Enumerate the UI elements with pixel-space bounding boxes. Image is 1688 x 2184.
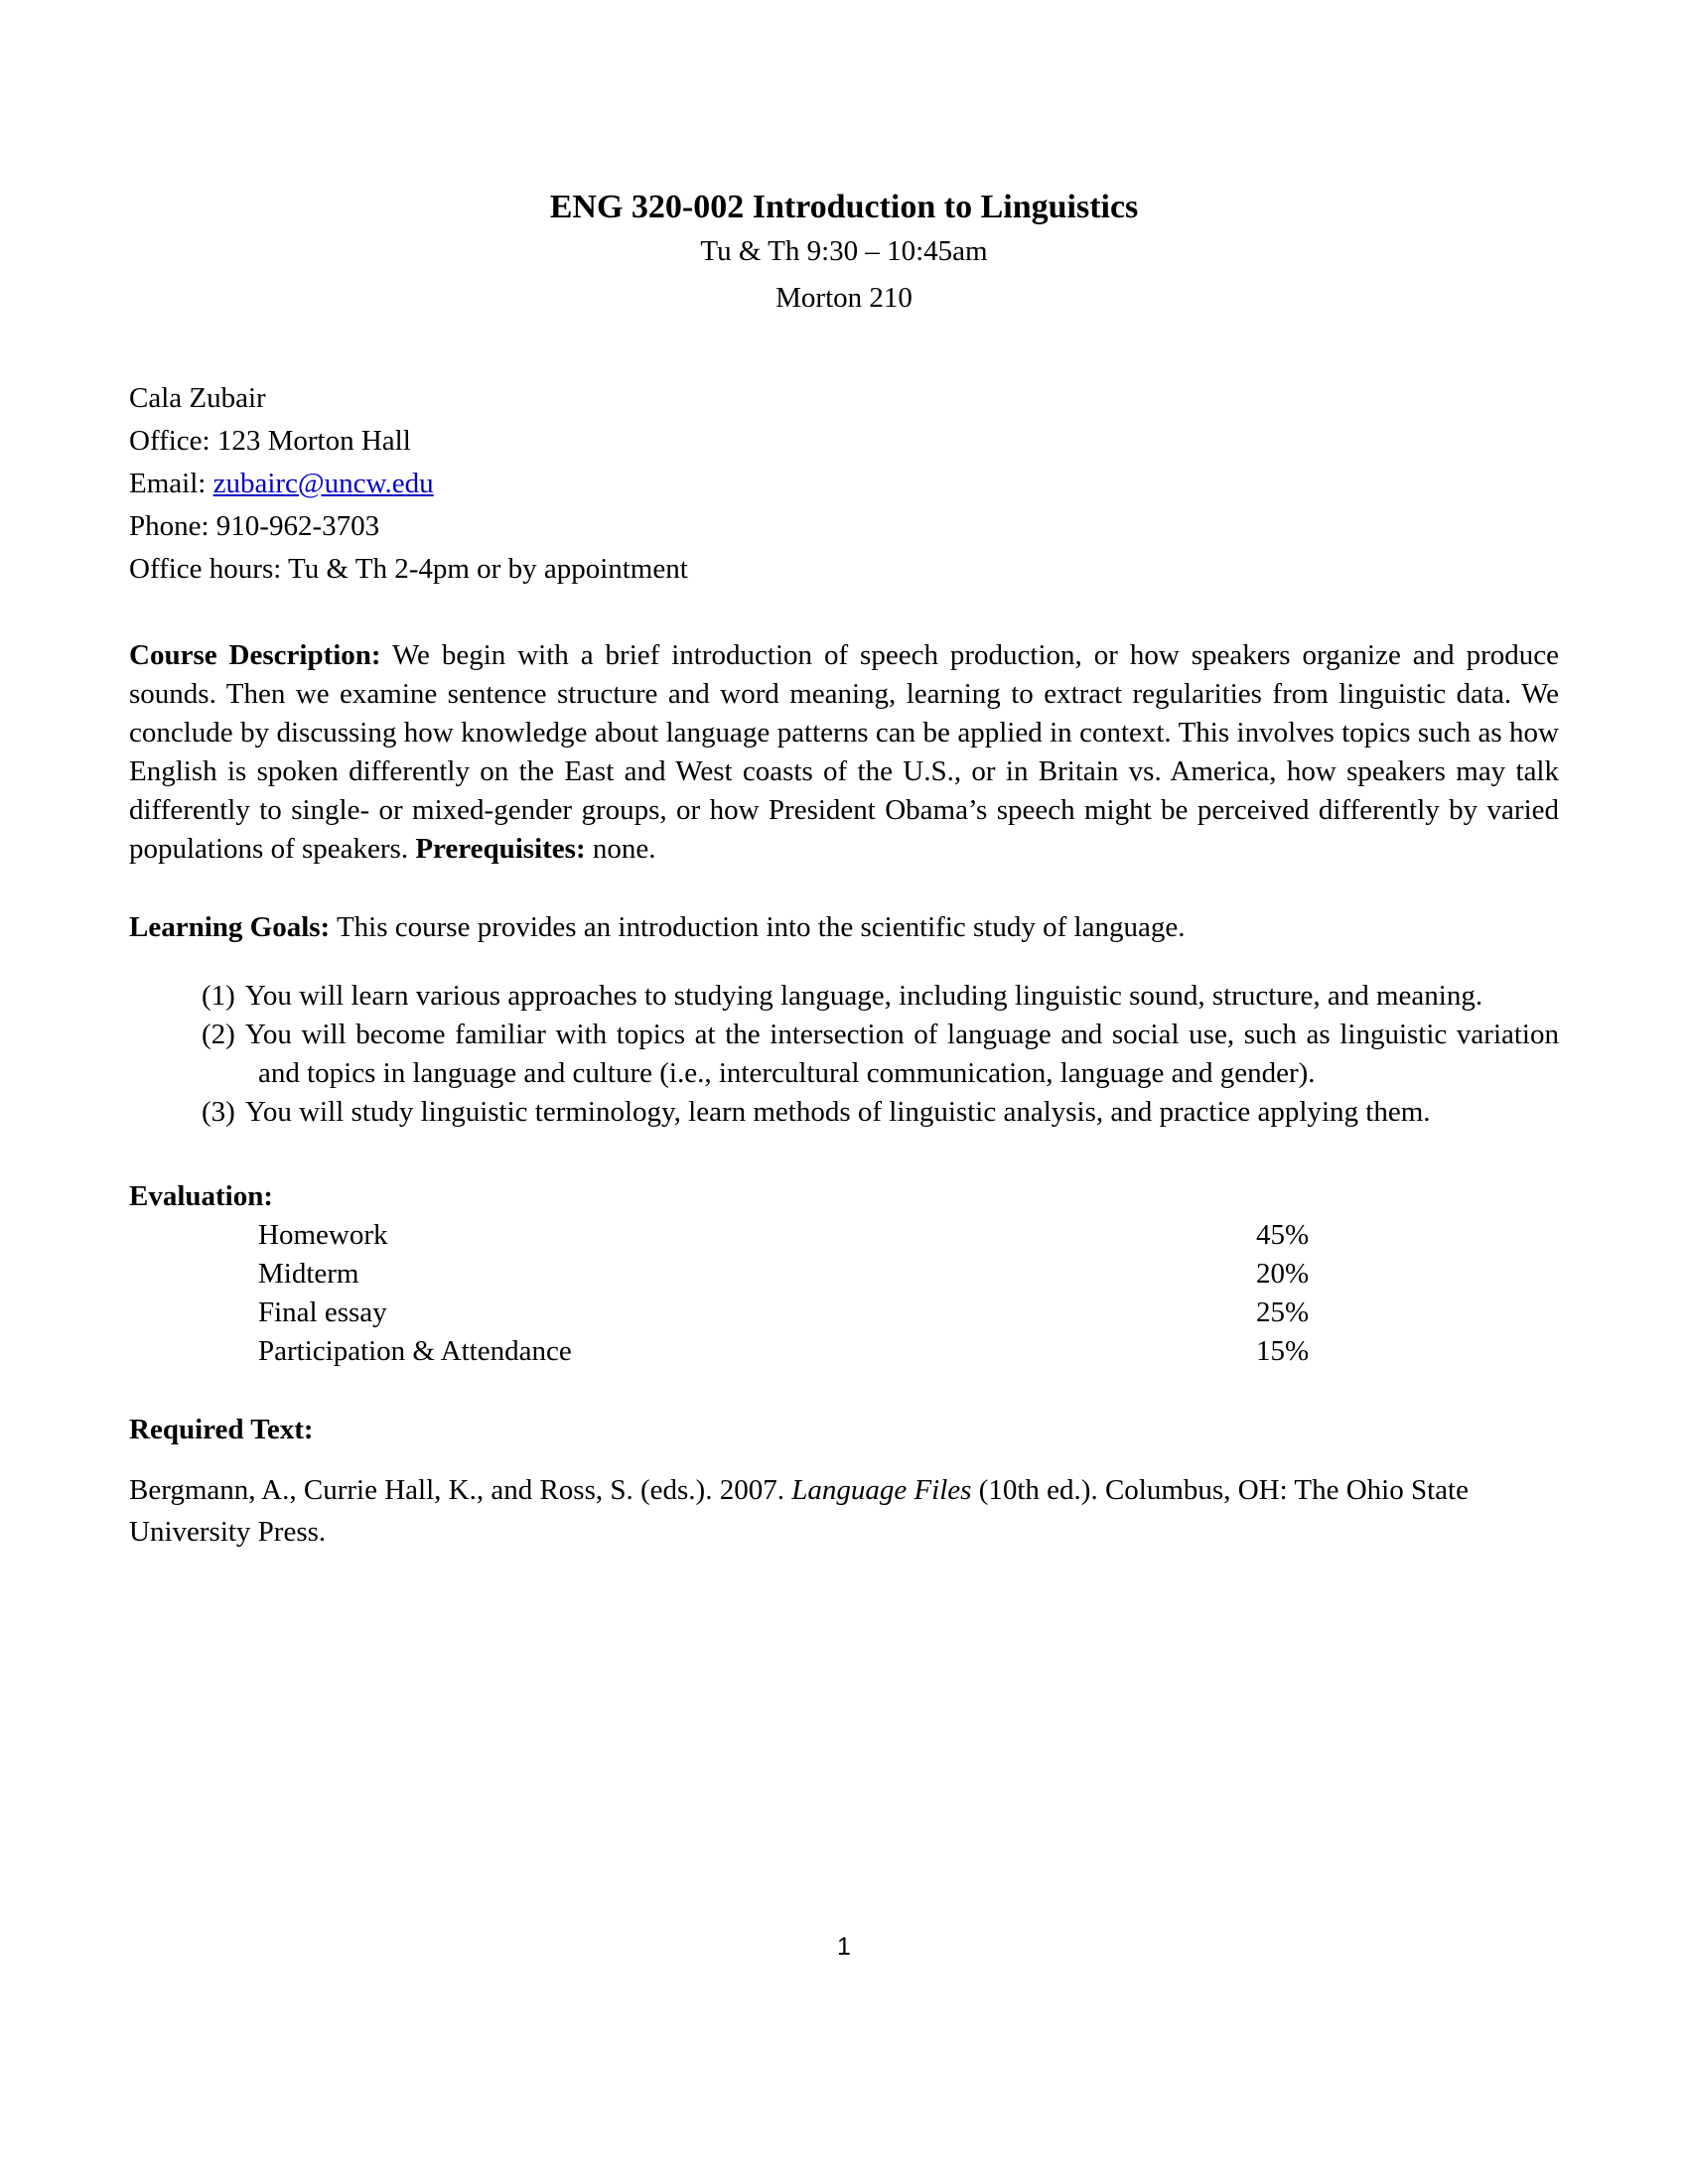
evaluation-heading: Evaluation: [129,1180,274,1212]
instructor-name: Cala Zubair [129,382,266,414]
course-room: Morton 210 [775,282,913,314]
email-label: Email: [129,468,213,499]
instructor-office-line: Office: 123 Morton Hall [129,425,411,457]
evaluation-row-final-essay [129,1294,1559,1332]
learning-goal-item-3 [129,1093,1559,1132]
goal-text-1: You will learn various approaches to studying language, including linguistic sound, structure, and meaning. [244,980,1483,1012]
citation-authors: Bergmann, A., Currie Hall, K., and Ross, S. (eds.). 2007. [129,1474,792,1506]
required-text-heading: Required Text: [129,1414,314,1445]
instructor-phone-line: Phone: 910-962-3703 [129,510,380,542]
citation-book-title: Language Files [791,1474,972,1506]
course-description-paragraph [129,636,1559,869]
goal-marker-3: (3) [202,1096,235,1128]
evaluation-label: Midterm [258,1258,359,1290]
instructor-office-hours-line: Office hours: Tu & Th 2-4pm or by appointment [129,553,688,585]
evaluation-label: Participation & Attendance [258,1335,572,1367]
prerequisites-label: Prerequisites: [415,833,586,865]
goal-marker-2: (2) [202,1019,235,1050]
learning-goals-label: Learning Goals: [129,911,331,943]
evaluation-value: 15% [1256,1335,1310,1367]
learning-goals-list [129,977,1559,1132]
goal-marker-1: (1) [202,980,235,1012]
email-link[interactable]: zubairc@uncw.edu [212,468,434,499]
course-title: ENG 320-002 Introduction to Linguistics [549,189,1139,225]
evaluation-row-participation [129,1332,1559,1371]
evaluation-row-midterm [129,1255,1559,1294]
evaluation-value: 45% [1256,1219,1310,1251]
required-text-citation [129,1469,1559,1553]
goal-text-3: You will study linguistic terminology, learn methods of linguistic analysis, and practice applying them. [244,1096,1431,1128]
prerequisites-value: none. [585,833,656,865]
learning-goals-paragraph [129,908,1559,947]
evaluation-label: Homework [258,1219,388,1251]
evaluation-value: 20% [1256,1258,1310,1290]
page-number: 1 [837,1933,851,1961]
goal-text-2: You will become familiar with topics at the intersection of language and social use, such as linguistic variation and topics in language and culture (i.e., intercultural communication, language and gender). [244,1019,1559,1089]
learning-goal-item-1 [129,977,1559,1016]
course-description-body: We begin with a brief introduction of speech production, or how speakers organize and produce sounds. Then we examine sentence structure and word meaning, learning to extract regularities from linguistic data. We conclude by discussing how knowledge about language patterns can be applied in context. This involves topics such as how English is spoken differently on the East and West coasts of the U.S., or in Britain vs. America, how speakers may talk differently to single- or mixed-gender groups, or how President Obama’s speech might be perceived differently by varied populations of speakers. [129,639,1559,865]
course-schedule: Tu & Th 9:30 – 10:45am [700,235,988,267]
citation-publisher: (10th ed.). Columbus, OH: The Ohio State University Press. [129,1474,1469,1548]
course-description-label: Course Description: [129,639,381,671]
learning-goals-intro: This course provides an introduction into the scientific study of language. [330,911,1186,943]
document-header [129,185,1559,318]
evaluation-row-homework [129,1216,1559,1255]
evaluation-label: Final essay [258,1297,387,1328]
learning-goal-item-2 [129,1016,1559,1093]
instructor-email-line [129,463,1559,505]
instructor-contact-block [129,377,1559,591]
evaluation-table [129,1216,1559,1371]
evaluation-value: 25% [1256,1297,1310,1328]
